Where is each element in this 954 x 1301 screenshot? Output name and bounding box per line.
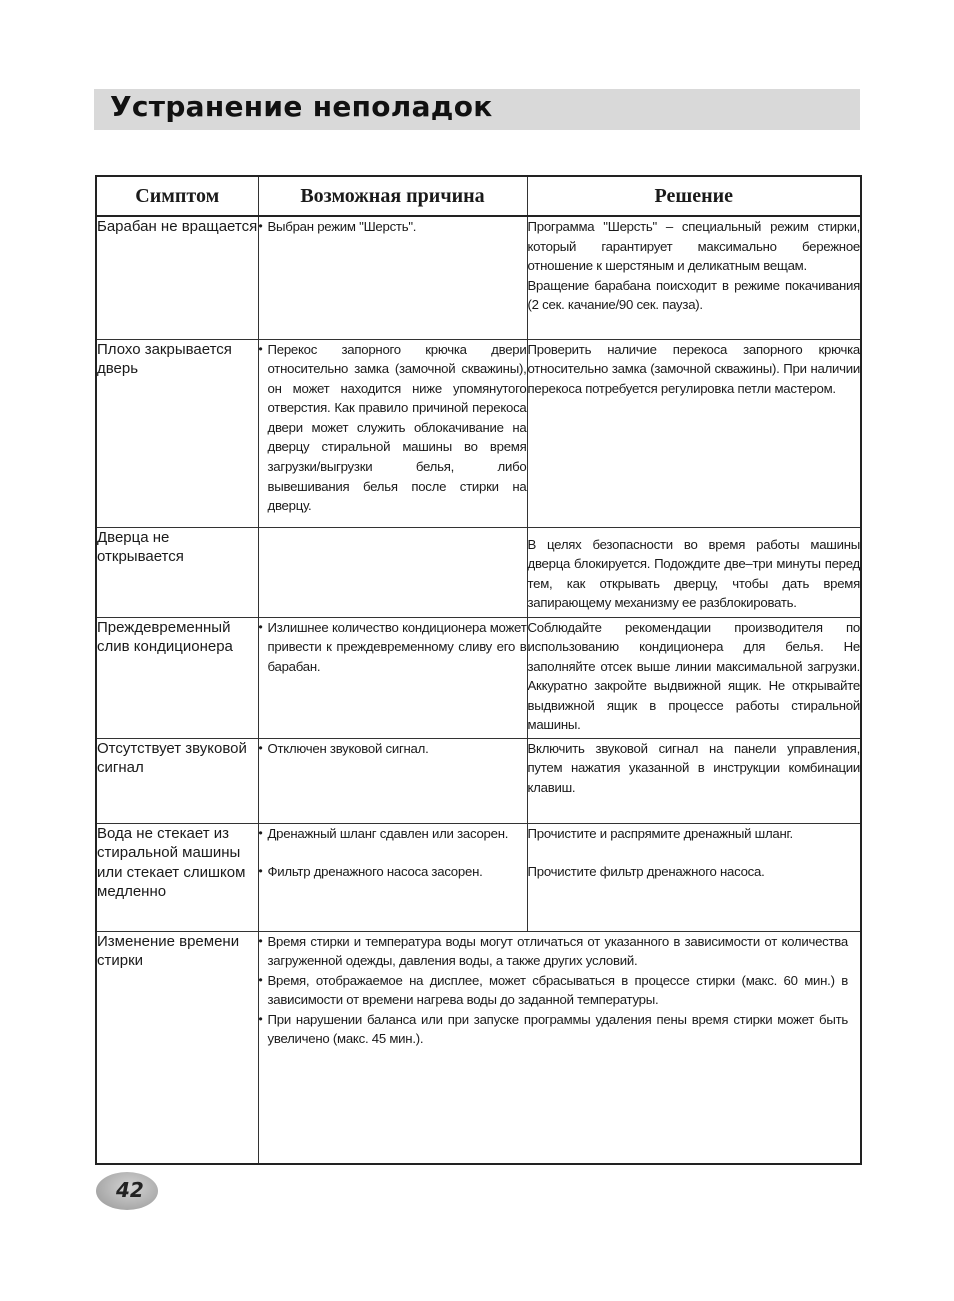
- table-row: [96, 339, 861, 527]
- solution-cell: [527, 216, 861, 339]
- merged-item: • Время стирки и температура воды могут отличаться от указанного в зависимости от количества загруженной одежды, давления воды, а также других условий.: [259, 932, 849, 971]
- solution-cell: [527, 527, 861, 617]
- table-row: [96, 617, 861, 738]
- table-row: [96, 527, 861, 617]
- solution-item: Соблюдайте рекомендации производителя по использованию кондиционера для белья. Не заполняйте отсек выше линии максимальной загрузки. Аккуратно закройте выдвижной ящик. Не открывайте выдвижной ящик в процессе работы стиральной машины.: [527, 619, 860, 733]
- table-header-row: [96, 176, 861, 216]
- symptom-cell: Отсутствует звуковой сигнал: [96, 738, 258, 823]
- title-bar: [94, 89, 860, 130]
- cause-cell: [258, 339, 527, 527]
- cause-cell: [258, 527, 527, 617]
- symptom-cell: Плохо закрывается дверь: [96, 339, 258, 527]
- cause-cell: [258, 617, 527, 738]
- symptom-cell: Дверца не открывается: [96, 527, 258, 617]
- symptom-cell: Изменение времени стирки: [96, 931, 258, 1164]
- cause-item: • Перекос запорного крючка двери относительно замка (замочной скважины), он может находится ниже упомянутого отверстия. Как правило причиной перекоса двери может служить облокачивание на дверцу стиральной машины во время загрузки/выгрузки белья, либо вывешивания белья после стирки на дверцу.: [259, 340, 527, 516]
- solution-item: Вращение барабана поисходит в режиме покачивания (2 сек. качание/90 сек. пауза).: [527, 277, 860, 313]
- table-row: [96, 216, 861, 339]
- solution-cell: [527, 738, 861, 823]
- merged-item: • При нарушении баланса или при запуске программы удаления пены время стирки может быть увеличено (макс. 45 мин.).: [259, 1010, 849, 1049]
- cause-cell: [258, 216, 527, 339]
- merged-cell: [258, 931, 861, 1164]
- table-row: [96, 823, 861, 931]
- cause-item: • Фильтр дренажного насоса засорен.: [259, 862, 527, 882]
- solution-item: Проверить наличие перекоса запорного крючка относительно замка (замочной скважины). При наличии перекоса потребуется регулировка петли мастером.: [527, 341, 860, 396]
- solution-item: Прочистите и распрямите дренажный шланг.: [527, 825, 793, 841]
- solution-item: Включить звуковой сигнал на панели управления, путем нажатия указанной в инструкции комбинации клавиш.: [527, 740, 860, 795]
- cause-cell: [258, 738, 527, 823]
- cause-item: • Отключен звуковой сигнал.: [259, 739, 527, 759]
- cause-item: • Дренажный шланг сдавлен или засорен.: [259, 824, 527, 844]
- page-number: 42: [116, 1178, 144, 1202]
- cause-cell: [258, 823, 527, 931]
- symptom-cell: Вода не стекает из стиральной машины или стекает слишком медленно: [96, 823, 258, 931]
- merged-item: • Время, отображаемое на дисплее, может сбрасываться в процессе стирки (макс. 60 мин.) в зависимости от времени нагрева воды до заданной температуры.: [259, 971, 849, 1010]
- cause-item: • Выбран режим "Шерсть".: [259, 217, 527, 237]
- solution-item: Прочистите фильтр дренажного насоса.: [527, 864, 765, 880]
- cause-item: • Излишнее количество кондиционера может привести к преждевременному сливу его в барабан.: [259, 618, 527, 677]
- symptom-cell: Барабан не вращается: [96, 216, 258, 339]
- solution-cell: [527, 823, 861, 931]
- solution-cell: [527, 339, 861, 527]
- solution-item: В целях безопасности во время работы машины дверца блокируется. Подождите две–три минуты перед тем, как открывать дверцу, чтобы дать время запирающему механизму ее разблокировать.: [527, 536, 860, 611]
- table-row: [96, 738, 861, 823]
- troubleshooting-table: [95, 175, 862, 1165]
- header-solution: Решение: [527, 176, 861, 216]
- page-title: Устранение неполадок: [110, 90, 493, 123]
- solution-cell: [527, 617, 861, 738]
- solution-item: Программа "Шерсть" – специальный режим стирки, который гарантирует максимально бережное отношение к шерстяным и деликатным вещам.: [527, 219, 860, 274]
- header-cause: Возможная причина: [258, 176, 527, 216]
- table-row: [96, 931, 861, 1164]
- symptom-cell: Преждевременный слив кондиционера: [96, 617, 258, 738]
- header-symptom: Симптом: [96, 176, 258, 216]
